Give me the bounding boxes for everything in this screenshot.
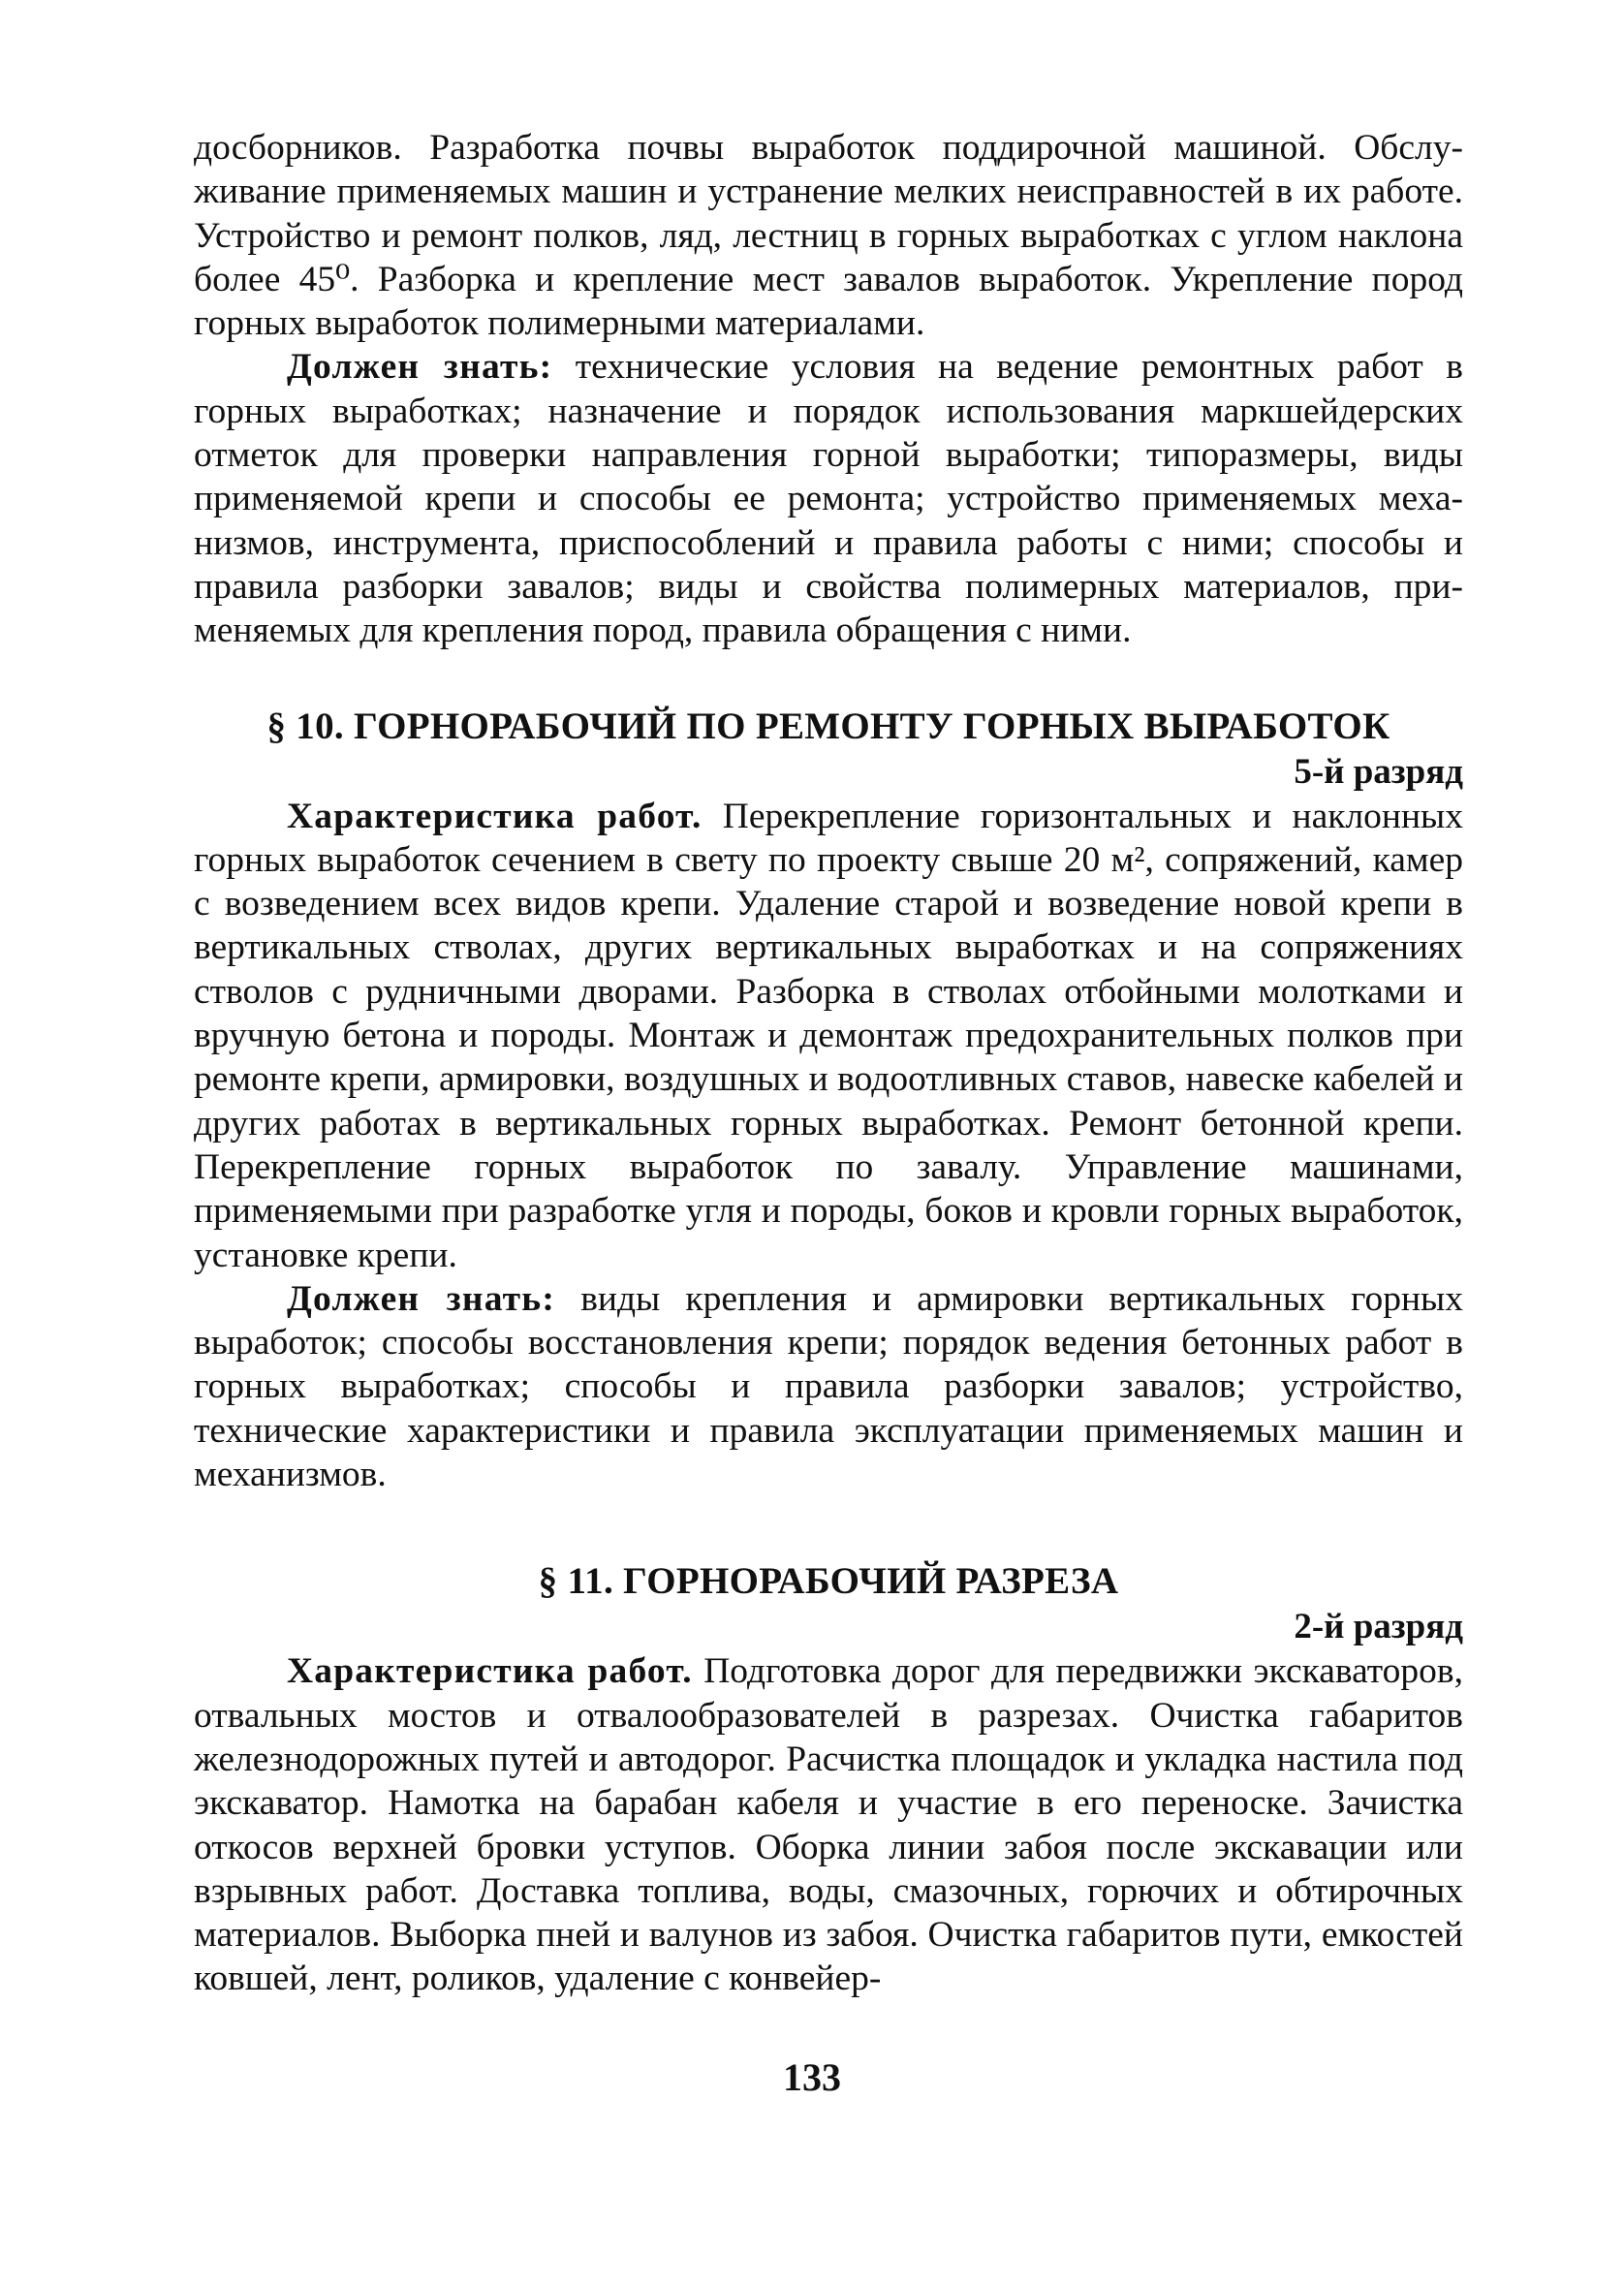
knowledge-lead: Должен знать: — [287, 1278, 556, 1319]
intro-paragraph: досборников. Разработка почвы выработок поддирочной машиной. Обслуживание применяемых машин и устранение мелких неисправностей в их работе. Устройство и ремонт полков, ляд, лестниц в горных выработках с углом наклона более 45⁰. Разборка и крепление мест завалов выработок. Укрепление пород горных выработок полимерными материалами. — [194, 128, 1463, 344]
section-10-knowledge-paragraph — [194, 1277, 1463, 1496]
work-characteristics-text: Подготовка дорог для передвижки экскаваторов, отвальных мостов и отвалообразователей в разрезах. Очистка габаритов железнодорожных путей и автодорог. Расчистка площадок и укладка настила под экскаватор. Намотка на барабан кабеля и участие в его переноске. Зачистка откосов верхней бровки уступов. Оборка линии забоя после экскавации или взрывных работ. Доставка топлива, воды, смазочных, горючих и обтирочных материалов. Выборка пней и валунов из забоя. Очистка габаритов пути, емкостей ковшей, лент, роликов, удаление с конвейер- — [194, 1651, 1463, 1999]
work-characteristics-lead: Характеристика работ. — [287, 1651, 693, 1692]
work-characteristics-lead: Характеристика работ. — [287, 796, 703, 836]
work-characteristics-text: Перекрепление горизонтальных и наклонных горных выработок сечением в свету по проекту свыше 20 м², сопряжений, камер с возведением всех видов крепи. Удаление старой и возведение новой крепи в вертикальных стволах, других вертикальных выработках и на сопряжениях стволов с рудничными дворами. Разборка в стволах отбойными молотками и вручную бетона и породы. Монтаж и демонтаж предохранительных полков при ремонте крепи, армировки, воздушных и водоотливных ставов, навеске кабелей и других работах в вертикальных горных выработках. Ремонт бетонной крепи. Перекрепление горных выработок по завалу. Управление машинами, применяемыми при разработке угля и породы, боков и кровли горных выработок, установке крепи. — [194, 796, 1463, 1275]
intro-knowledge-paragraph — [194, 345, 1463, 652]
section-10-work-paragraph — [194, 795, 1463, 1277]
knowledge-text: виды крепления и армировки вертикальных горных выработок; способы восстановления крепи; порядок ведения бетонных работ в горных выработках; способы и правила разборки завалов; устройство, технические характеристики и правила эксплуатации применяемых машин и механизмов. — [194, 1278, 1463, 1495]
knowledge-text: технические условия на ведение ремонтных работ в горных выработках; назначение и порядок использования маркшейдерских отметок для проверки направления горной выработки; типоразмеры, виды применяемой крепи и способы ее ремонта; устройство применяемых механизмов, инструмента, приспособлений и правила работы с ними; способы и правила разборки завалов; виды и свойства полимерных материалов, применяемых для крепления пород, правила обращения с ними. — [194, 347, 1463, 651]
document-page — [194, 126, 1463, 2161]
section-11-grade: 2-й разряд — [1294, 1607, 1463, 1647]
section-10-grade: 5-й разряд — [1294, 751, 1463, 792]
page-number: 133 — [783, 2055, 841, 2099]
section-10-title: § 10. ГОРНОРАБОЧИЙ ПО РЕМОНТУ ГОРНЫХ ВЫРАБОТОК — [266, 705, 1390, 747]
knowledge-lead: Должен знать: — [287, 347, 553, 388]
section-11-title: § 11. ГОРНОРАБОЧИЙ РАЗРЕЗА — [538, 1560, 1119, 1603]
section-11-work-paragraph — [194, 1649, 1463, 2000]
